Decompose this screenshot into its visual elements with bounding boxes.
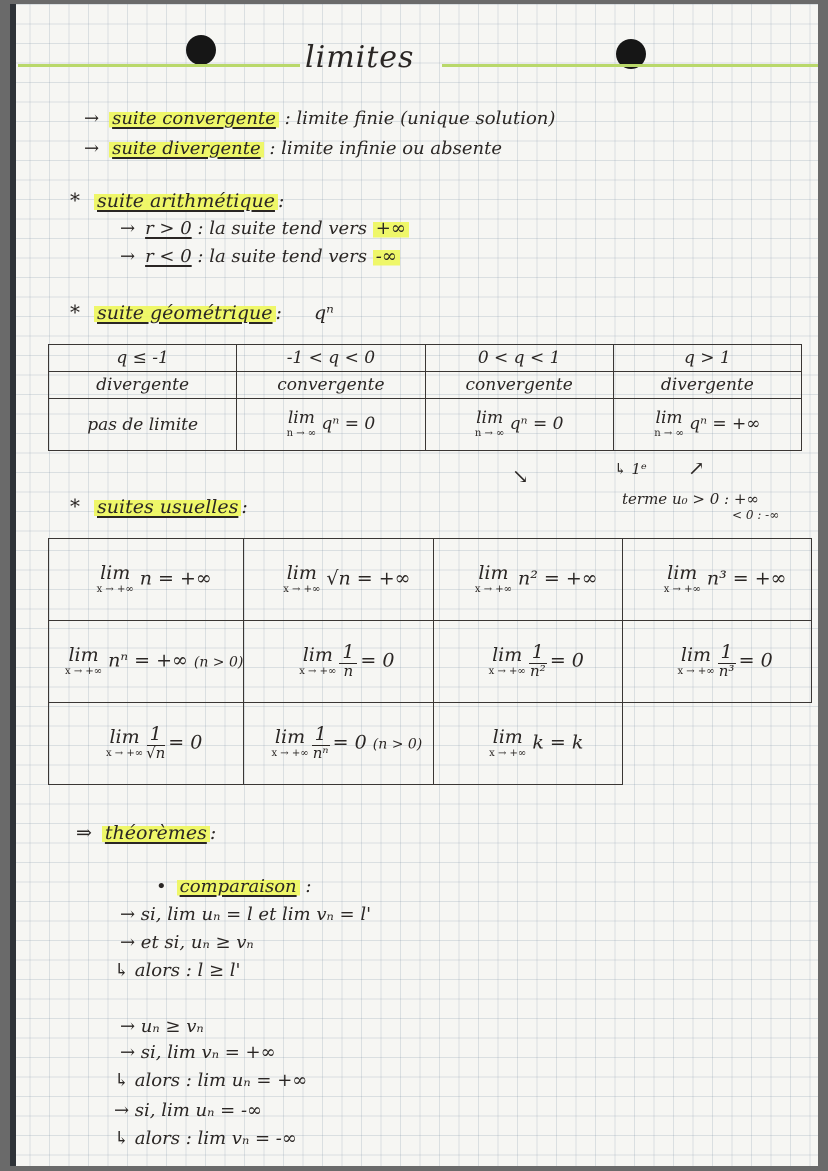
lim-sub: n → ∞ [474, 428, 505, 439]
heading-colon: : [241, 496, 248, 518]
fraction [339, 643, 357, 680]
annotation-line: < 0 : -∞ [732, 508, 780, 522]
table-row [49, 399, 802, 451]
limit-value: = 0 [549, 649, 584, 672]
arith-cond: r < 0 [145, 246, 192, 267]
table-row [49, 539, 812, 621]
table-cell [244, 703, 434, 785]
limit-operator: lim x → +∞ [65, 644, 103, 677]
limit-operator: lim x → +∞ [488, 644, 526, 677]
section-heading-theorems [76, 822, 216, 844]
table-row [49, 621, 812, 703]
table-header-cell: q ≤ -1 [49, 345, 237, 372]
intro-line [84, 138, 502, 159]
usual-heading: suites usuelles [94, 496, 241, 518]
asterisk-icon: * [70, 300, 80, 324]
limit-operator: lim x → +∞ [474, 562, 512, 595]
section-heading-arith [70, 188, 284, 212]
intro-term: suite convergente [109, 108, 279, 129]
table-header-cell: -1 < q < 0 [237, 345, 425, 372]
intro-desc: : limite infinie ou absente [269, 138, 502, 159]
limit-value: √n = +∞ [326, 567, 411, 590]
heading-colon: : [209, 822, 217, 844]
theorem-line: ↳ alors : lim uₙ = +∞ [114, 1070, 308, 1091]
lim-sub: x → +∞ [299, 666, 337, 677]
lim-sub: x → +∞ [105, 748, 144, 759]
arith-line [120, 218, 409, 239]
table-row [49, 703, 812, 785]
table-cell: convergente [237, 372, 425, 399]
lim-sub: x → +∞ [474, 584, 512, 595]
arith-limit: -∞ [373, 246, 400, 267]
fraction-denominator: n³ [718, 662, 735, 681]
arrow-up-right-icon: ↗ [688, 456, 705, 480]
limit-operator: lim x → +∞ [489, 726, 527, 759]
notebook-page [10, 4, 818, 1166]
heading-colon: : [277, 190, 285, 212]
arith-cond: r > 0 [145, 218, 192, 239]
arrow-right-icon: → [120, 218, 136, 239]
limit-operator: lim x → +∞ [677, 644, 715, 677]
section-heading-usual [70, 494, 248, 518]
geometric-table [48, 344, 802, 451]
limit-value: = 0 [332, 731, 367, 754]
comparison-heading: comparaison [177, 876, 300, 897]
lim-label: lim [287, 408, 315, 428]
heading-colon: : [275, 302, 282, 324]
limit-value: qⁿ = 0 [509, 414, 564, 434]
page-title: limites [305, 40, 415, 75]
limit-operator: lim x → +∞ [271, 726, 309, 759]
lim-label: lim [655, 408, 683, 428]
limit-value: qⁿ = 0 [321, 414, 376, 434]
table-header-cell: q > 1 [613, 345, 801, 372]
theorem-line: → et si, uₙ ≥ vₙ [120, 932, 254, 953]
table-cell [434, 539, 623, 621]
heading-colon: : [305, 876, 312, 897]
fraction-numerator: 1 [339, 643, 357, 664]
fraction [312, 725, 330, 762]
arith-line [120, 246, 400, 267]
theorem-line: ↳ alors : l ≥ l' [114, 960, 241, 981]
title-rule [18, 64, 300, 67]
limit-value: k = k [532, 731, 584, 754]
theorem-line: → si, lim uₙ = -∞ [114, 1100, 263, 1121]
hook-note: ↳ 1ᵉ [614, 460, 647, 478]
limit-operator: lim x → +∞ [105, 726, 144, 759]
table-cell [434, 621, 623, 703]
table-cell-empty [623, 703, 812, 785]
intro-line [84, 108, 555, 129]
theorem-line: → si, lim uₙ = l et lim vₙ = l' [120, 904, 372, 925]
limit-condition: (n > 0) [193, 654, 244, 671]
limit-value: n³ = +∞ [706, 567, 787, 590]
arrow-down-right-icon: ↘ [512, 464, 529, 488]
table-cell [623, 539, 812, 621]
lim-sub: x → +∞ [663, 584, 701, 595]
arrow-right-icon: → [84, 108, 100, 129]
lim-sub: x → +∞ [489, 748, 527, 759]
table-cell: convergente [425, 372, 613, 399]
arith-text: : la suite tend vers [197, 218, 367, 239]
limit-operator: lim x → +∞ [663, 562, 701, 595]
table-cell: pas de limite [49, 399, 237, 451]
limit-value: = 0 [168, 731, 203, 754]
limit-value: nⁿ = +∞ [108, 649, 188, 672]
limit-operator [475, 410, 505, 439]
table-cell [49, 539, 244, 621]
asterisk-icon: * [70, 188, 80, 212]
arith-text: : la suite tend vers [197, 246, 367, 267]
limit-value: n² = +∞ [518, 567, 598, 590]
limit-operator: lim x → +∞ [96, 562, 134, 595]
limit-operator [654, 410, 684, 439]
limit-value: n = +∞ [139, 567, 212, 590]
limit-operator: lim x → +∞ [299, 644, 337, 677]
table-cell [434, 703, 623, 785]
theorem-line: → si, lim vₙ = +∞ [120, 1042, 276, 1063]
limit-operator: lim x → +∞ [283, 562, 321, 595]
theorems-heading: théorèmes [102, 822, 210, 844]
subsection-comparison [156, 876, 311, 897]
lim-sub: x → +∞ [677, 666, 715, 677]
table-cell [244, 621, 434, 703]
fraction-numerator: 1 [529, 643, 547, 664]
section-heading-geo [70, 300, 334, 324]
table-cell [49, 621, 244, 703]
intro-desc: : limite finie (unique solution) [284, 108, 556, 129]
fraction-numerator: 1 [147, 725, 165, 746]
fraction-numerator: 1 [718, 643, 736, 664]
annotation-line: terme u₀ > 0 : +∞ [622, 490, 759, 508]
fraction [529, 643, 547, 680]
bullet-icon: • [156, 876, 167, 897]
arith-heading: suite arithmétique [94, 190, 278, 212]
lim-sub: x → +∞ [271, 748, 309, 759]
punch-hole [186, 35, 216, 65]
lim-sub: x → +∞ [96, 584, 134, 595]
fraction-denominator: n [343, 662, 354, 681]
table-cell [244, 539, 434, 621]
arrow-right-icon: → [120, 246, 136, 267]
limit-value: = 0 [738, 649, 773, 672]
lim-label: lim [476, 408, 504, 428]
table-cell [613, 399, 801, 451]
theorem-line: ↳ alors : lim vₙ = -∞ [114, 1128, 297, 1149]
asterisk-icon: * [70, 494, 80, 518]
table-cell [425, 399, 613, 451]
fraction [718, 643, 736, 680]
limit-operator [287, 410, 317, 439]
table-header-cell: 0 < q < 1 [425, 345, 613, 372]
table-row [49, 345, 802, 372]
usual-limits-table [48, 538, 812, 785]
limit-value: qⁿ = +∞ [689, 414, 761, 434]
intro-term: suite divergente [109, 138, 264, 159]
geo-power: qⁿ [313, 302, 334, 324]
limit-condition: (n > 0) [372, 736, 423, 753]
table-cell [237, 399, 425, 451]
fraction [146, 725, 165, 762]
lim-sub: x → +∞ [283, 584, 321, 595]
table-cell: divergente [613, 372, 801, 399]
arrow-right-icon: → [84, 138, 100, 159]
arith-limit: +∞ [373, 218, 409, 239]
table-cell [623, 621, 812, 703]
table-cell: divergente [49, 372, 237, 399]
table-row [49, 372, 802, 399]
fraction-denominator: √n [146, 744, 166, 763]
table-cell [49, 703, 244, 785]
lim-sub: x → +∞ [65, 666, 103, 677]
limit-value: = 0 [360, 649, 395, 672]
title-rule [442, 64, 818, 67]
fraction-denominator: nⁿ [312, 744, 329, 763]
double-arrow-icon: ⇒ [76, 822, 92, 844]
lim-sub: n → ∞ [654, 428, 684, 439]
lim-sub: n → ∞ [286, 428, 317, 439]
lim-sub: x → +∞ [488, 666, 526, 677]
fraction-numerator: 1 [312, 725, 330, 746]
fraction-denominator: n² [529, 662, 546, 681]
theorem-line: → uₙ ≥ vₙ [120, 1016, 204, 1037]
geo-heading: suite géométrique [94, 302, 276, 324]
